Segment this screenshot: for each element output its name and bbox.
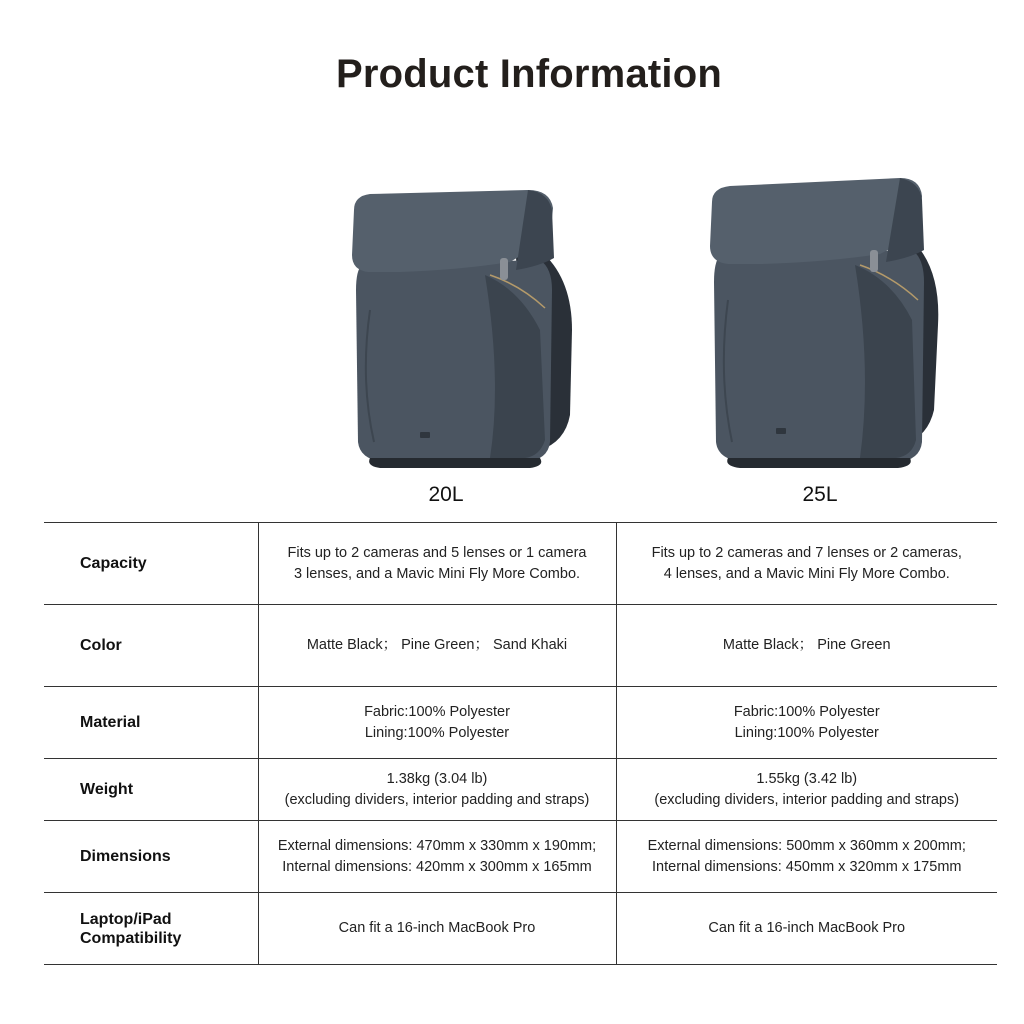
spec-value-line: Fits up to 2 cameras and 5 lenses or 1 camera (287, 545, 587, 561)
spec-value-20l (258, 821, 616, 893)
page-title: Product Information (335, 52, 722, 96)
spec-row-label: Material (44, 687, 258, 759)
spec-table (44, 522, 997, 965)
spec-row-laptop-ipad-compatibility (44, 893, 997, 965)
spec-row-label: Color (44, 605, 258, 687)
spec-value-20l (258, 759, 616, 821)
spec-value-line: Matte Black； Pine Green (722, 637, 891, 654)
spec-value-line: Lining:100% Polyester (364, 724, 510, 741)
spec-value-line: Lining:100% Polyester (734, 724, 879, 741)
spec-value-line: Can fit a 16-inch MacBook Pro (338, 920, 536, 937)
spec-value-line: External dimensions: 470mm x 330mm x 190mm; (277, 838, 597, 854)
spec-value-25l (616, 759, 997, 821)
spec-value-line: 4 lenses, and a Mavic Mini Fly More Combo. (663, 565, 950, 582)
spec-value-line: (excluding dividers, interior padding and straps) (654, 791, 960, 808)
spec-value-line: Internal dimensions: 420mm x 300mm x 165mm (282, 858, 592, 875)
spec-row-capacity (44, 523, 997, 605)
spec-value-line: 1.38kg (3.04 lb) (386, 771, 488, 787)
spec-value-20l (258, 687, 616, 759)
spec-value-line: 3 lenses, and a Mavic Mini Fly More Combo. (293, 565, 581, 582)
spec-row-material (44, 687, 997, 759)
spec-row-label-line: Laptop/iPad (80, 910, 172, 928)
spec-row-label: Weight (44, 759, 258, 821)
spec-value-25l (616, 821, 997, 893)
capacity-label-20l: 20L (428, 483, 464, 506)
spec-value-line: 1.55kg (3.42 lb) (756, 771, 858, 787)
spec-value-25l (616, 605, 997, 687)
logo-mark-icon (776, 428, 786, 434)
spec-row-color (44, 605, 997, 687)
spec-value-20l (258, 605, 616, 687)
spec-value-line: Matte Black； Pine Green； Sand Khaki (306, 637, 568, 654)
spec-value-25l (616, 523, 997, 605)
spec-row-label: Dimensions (44, 821, 258, 893)
spec-row-label (44, 893, 258, 965)
spec-value-20l (258, 893, 616, 965)
spec-row-weight (44, 759, 997, 821)
spec-value-line: Can fit a 16-inch MacBook Pro (708, 920, 906, 937)
spec-value-25l (616, 687, 997, 759)
spec-value-20l (258, 523, 616, 605)
spec-row-dimensions (44, 821, 997, 893)
spec-value-line: Fits up to 2 cameras and 7 lenses or 2 cameras, (651, 545, 962, 561)
product-image-25l (700, 170, 950, 470)
capacity-label-25l: 25L (802, 483, 838, 506)
spec-value-line: (excluding dividers, interior padding and straps) (284, 791, 590, 808)
spec-row-label-line: Compatibility (80, 929, 182, 947)
spec-value-25l (616, 893, 997, 965)
spec-value-line: External dimensions: 500mm x 360mm x 200mm; (647, 838, 966, 854)
spec-value-line: Fabric:100% Polyester (364, 704, 510, 720)
spec-row-label: Capacity (44, 523, 258, 605)
product-image-20l (340, 180, 580, 470)
spec-table-body (44, 523, 997, 965)
spec-value-line: Internal dimensions: 450mm x 320mm x 175mm (652, 858, 962, 875)
spec-value-line: Fabric:100% Polyester (733, 704, 880, 720)
logo-mark-icon (420, 432, 430, 438)
